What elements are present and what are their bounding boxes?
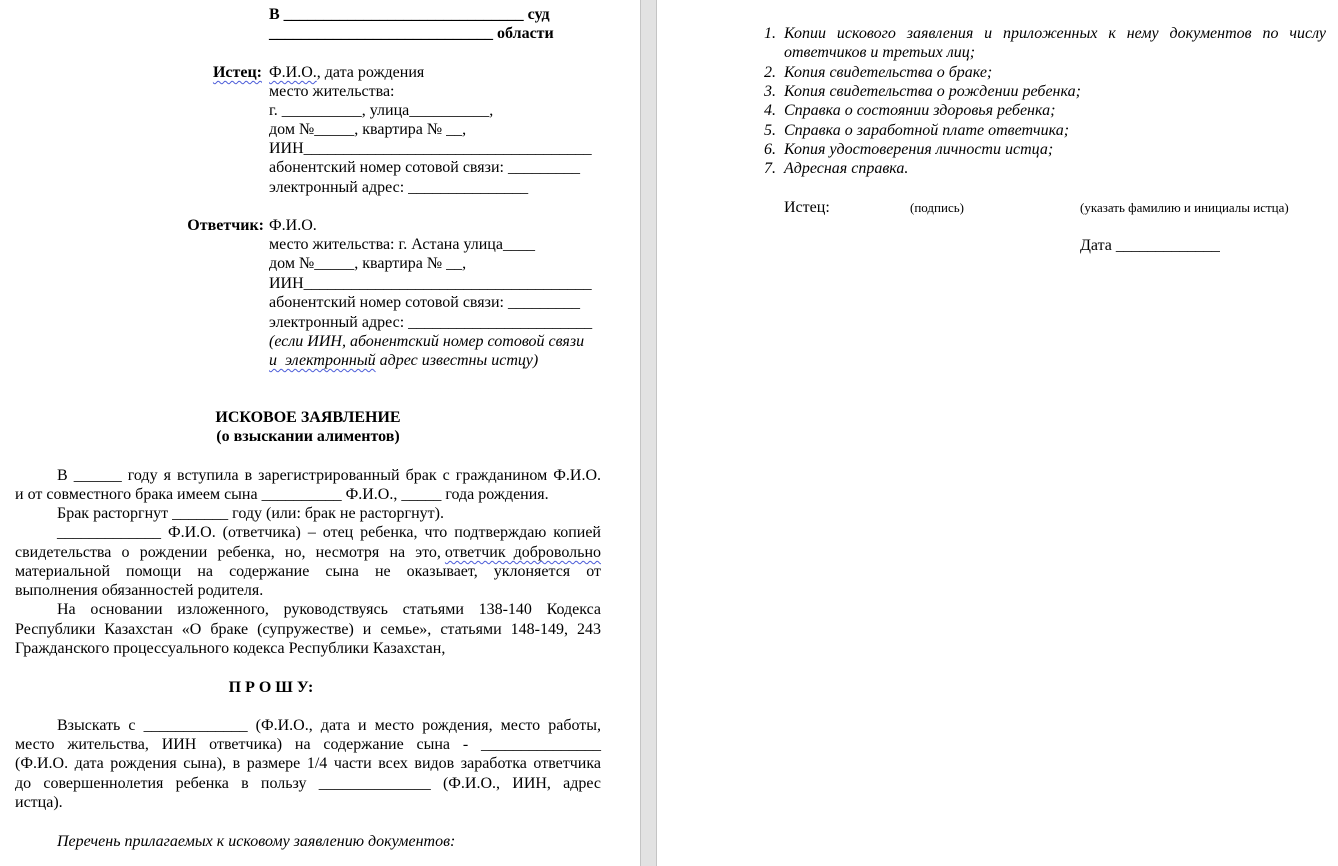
page-1 bbox=[0, 0, 640, 866]
body-line: материальной помощи на содержание сына не оказывает, уклоняется от bbox=[15, 563, 601, 580]
request-line: до совершеннолетия ребенка в пользу ______________ (Ф.И.О., ИИН, адрес bbox=[15, 775, 601, 792]
attachment-item: Копия свидетельства о рождении ребенка; bbox=[784, 82, 1081, 100]
signature-name-hint: (указать фамилию и инициалы истца) bbox=[1080, 200, 1289, 215]
attachments-heading: Перечень прилагаемых к исковому заявлению документов: bbox=[57, 833, 456, 850]
body-line-part: свидетельства о рождении ребенка, но, несмотря на это, bbox=[15, 544, 441, 561]
defendant-email: электронный адрес: _______________________ bbox=[269, 314, 593, 331]
request-line: (Ф.И.О. дата рождения сына), в размере 1/4 части всех видов заработка ответчика bbox=[15, 755, 601, 772]
signature-placeholder: (подпись) bbox=[910, 200, 964, 215]
body-line: Гражданского процессуального кодекса Республики Казахстан, bbox=[15, 640, 446, 657]
defendant-phone: абонентский номер сотовой связи: _________ bbox=[269, 294, 580, 311]
request-line: место жительства, ИИН ответчика) на содержание сына - _______________ bbox=[15, 736, 601, 753]
defendant-note-2 bbox=[269, 351, 538, 370]
signature-label: Истец: bbox=[784, 199, 830, 216]
region-line: ____________________________ области bbox=[269, 25, 554, 42]
body-line: Брак расторгнут _______ году (или: брак не расторгнут). bbox=[57, 505, 444, 522]
body-line: Республики Казахстан «О браке (супружестве) и семье», статьями 148-149, 243 bbox=[15, 621, 601, 638]
court-line: В ______________________________ суд bbox=[269, 6, 550, 23]
defendant-name: Ф.И.О. bbox=[269, 217, 317, 234]
defendant-note-1: (если ИИН, абонентский номер сотовой связи bbox=[269, 333, 585, 350]
doc-title: ИСКОВОЕ ЗАЯВЛЕНИЕ bbox=[215, 409, 401, 426]
plaintiff-residence: место жительства: bbox=[269, 83, 395, 100]
request-heading: П Р О Ш У: bbox=[228, 679, 314, 696]
defendant-house: дом №_____, квартира № __, bbox=[269, 255, 467, 272]
attachment-item: Копия свидетельства о браке; bbox=[784, 63, 993, 81]
plaintiff-city-street: г. __________, улица__________, bbox=[269, 102, 494, 119]
attachment-number: 5. bbox=[764, 121, 776, 139]
defendant-residence: место жительства: г. Астана улица____ bbox=[269, 236, 535, 253]
body-line: В ______ году я вступила в зарегистрированный брак с гражданином Ф.И.О. bbox=[57, 467, 601, 484]
attachment-item: Справка о заработной плате ответчика; bbox=[784, 121, 1070, 139]
attachment-item-continued: ответчиков и третьих лиц; bbox=[784, 44, 976, 62]
signature-date: Дата _____________ bbox=[1080, 237, 1220, 254]
plaintiff-name bbox=[269, 63, 424, 82]
attachment-item: Копии искового заявления и приложенных к нему документов по числу bbox=[784, 25, 1326, 42]
defendant-note-2b: адрес известны истцу) bbox=[375, 352, 539, 369]
attachment-item: Справка о состоянии здоровья ребенка; bbox=[784, 102, 1056, 120]
attachment-number: 3. bbox=[764, 82, 776, 100]
doc-subtitle: (о взыскании алиментов) bbox=[216, 428, 400, 445]
request-line: истца). bbox=[15, 794, 63, 811]
plaintiff-name-fio: Ф.И.О. bbox=[269, 64, 317, 81]
defendant-note-2a: и электронный bbox=[269, 352, 376, 369]
body-line: _____________ Ф.И.О. (ответчика) – отец ребенка, что подтверждаю копией bbox=[57, 524, 601, 541]
body-line: и от совместного брака имеем сына __________ Ф.И.О., _____ года рождения. bbox=[15, 486, 549, 503]
plaintiff-name-rest: , дата рождения bbox=[316, 64, 425, 81]
plaintiff-house: дом №_____, квартира № __, bbox=[269, 121, 467, 138]
plaintiff-label: Истец: bbox=[212, 64, 262, 81]
attachment-number: 4. bbox=[764, 102, 776, 120]
request-line: Взыскать с _____________ (Ф.И.О., дата и место рождения, место работы, bbox=[57, 717, 601, 734]
body-line: выполнения обязанностей родителя. bbox=[15, 582, 264, 599]
attachment-item: Копия удостоверения личности истца; bbox=[784, 140, 1054, 158]
attachment-item: Адресная справка. bbox=[784, 160, 909, 178]
plaintiff-phone: абонентский номер сотовой связи: _________ bbox=[269, 159, 580, 176]
defendant-label: Ответчик: bbox=[187, 217, 264, 234]
body-line: На основании изложенного, руководствуясь статьями 138-140 Кодекса bbox=[57, 601, 601, 618]
plaintiff-iin: ИИН____________________________________ bbox=[269, 140, 592, 157]
attachment-number: 6. bbox=[764, 140, 776, 158]
page-gap bbox=[640, 0, 657, 866]
attachment-number: 1. bbox=[764, 25, 776, 42]
body-line-flagged: ответчик добровольно bbox=[444, 544, 601, 561]
defendant-iin: ИИН____________________________________ bbox=[269, 275, 592, 292]
attachment-number: 2. bbox=[764, 63, 776, 81]
plaintiff-email: электронный адрес: _______________ bbox=[269, 179, 529, 196]
page-2 bbox=[657, 0, 1338, 866]
attachment-number: 7. bbox=[764, 160, 776, 178]
body-line bbox=[15, 543, 601, 562]
